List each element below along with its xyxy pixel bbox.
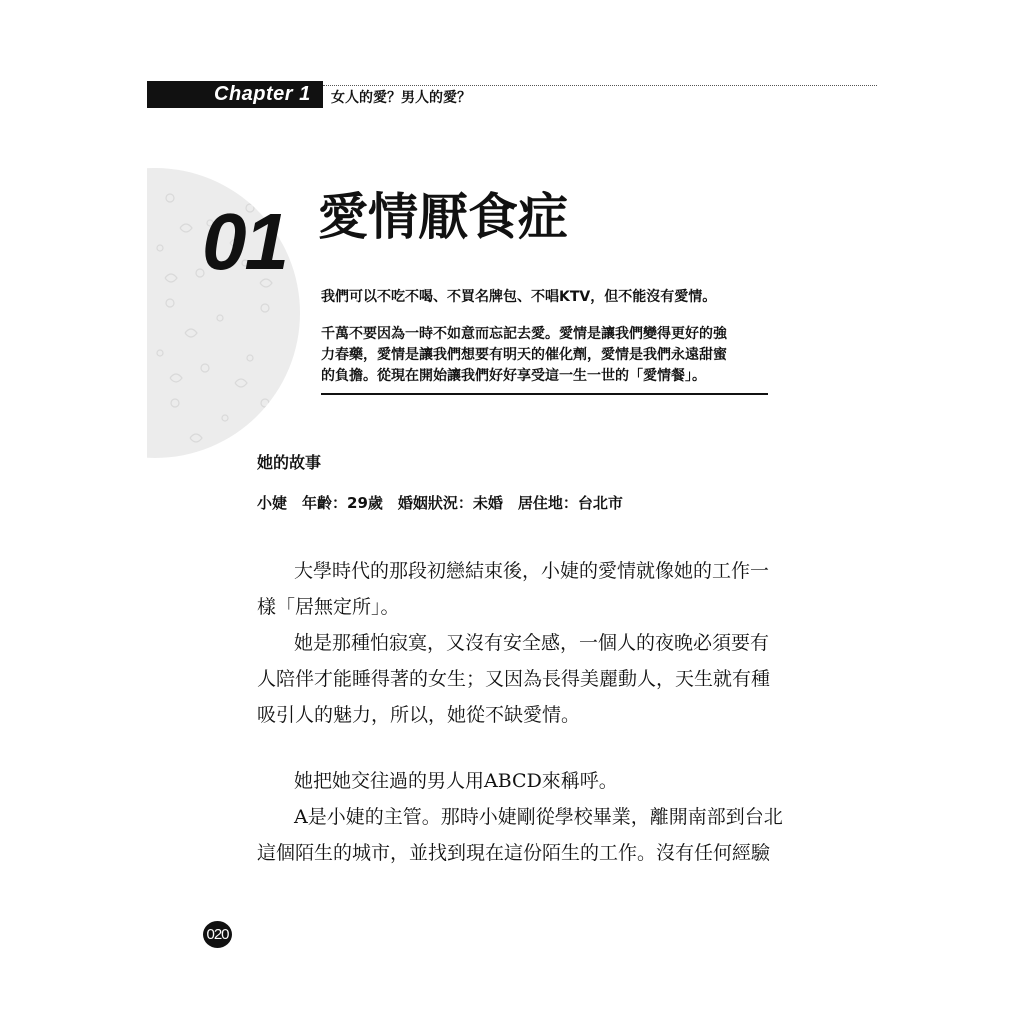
- section-title: 愛情厭食症: [318, 188, 568, 246]
- intro-paragraph-line: 的負擔。從現在開始讓我們好好享受這一生一世的「愛情餐」。: [321, 368, 706, 384]
- body-line: A是小婕的主管。那時小婕剛從學校畢業，離開南部到台北: [294, 806, 783, 828]
- intro-line: 我們可以不吃不喝、不買名牌包、不唱KTV，但不能沒有愛情。: [321, 289, 717, 305]
- body-line: 她是那種怕寂寞，又沒有安全感，一個人的夜晚必須要有: [294, 632, 770, 654]
- chapter-label: Chapter 1: [214, 83, 311, 105]
- body-line: 她把她交往過的男人用ABCD來稱呼。: [294, 770, 618, 792]
- intro-divider: [321, 393, 768, 395]
- body-line: 吸引人的魅力，所以，她從不缺愛情。: [257, 704, 581, 726]
- intro-paragraph: [321, 324, 771, 387]
- body-line: 樣「居無定所」。: [257, 596, 400, 618]
- body-block-1: [257, 553, 777, 733]
- intro-paragraph-line: 千萬不要因為一時不如意而忘記去愛。愛情是讓我們變得更好的強: [321, 326, 727, 342]
- body-line: 這個陌生的城市，並找到現在這份陌生的工作。沒有任何經驗: [257, 842, 771, 864]
- page-left-margin: [0, 160, 147, 480]
- section-number: 01: [202, 197, 287, 286]
- story-heading: 她的故事: [257, 453, 322, 472]
- body-block-2: [257, 763, 783, 871]
- character-profile: 小婕 年齡：29歲 婚姻狀況：未婚 居住地：台北市: [257, 494, 623, 512]
- header-dotted-rule: [323, 85, 877, 86]
- body-line: 大學時代的那段初戀結束後，小婕的愛情就像她的工作一: [294, 560, 770, 582]
- chapter-title: 女人的愛？男人的愛？: [331, 90, 471, 106]
- page-number: 020: [203, 921, 232, 948]
- body-line: 人陪伴才能睡得著的女生；又因為長得美麗動人，天生就有種: [257, 668, 771, 690]
- intro-paragraph-line: 力春藥，愛情是讓我們想要有明天的催化劑，愛情是我們永遠甜蜜: [321, 347, 727, 363]
